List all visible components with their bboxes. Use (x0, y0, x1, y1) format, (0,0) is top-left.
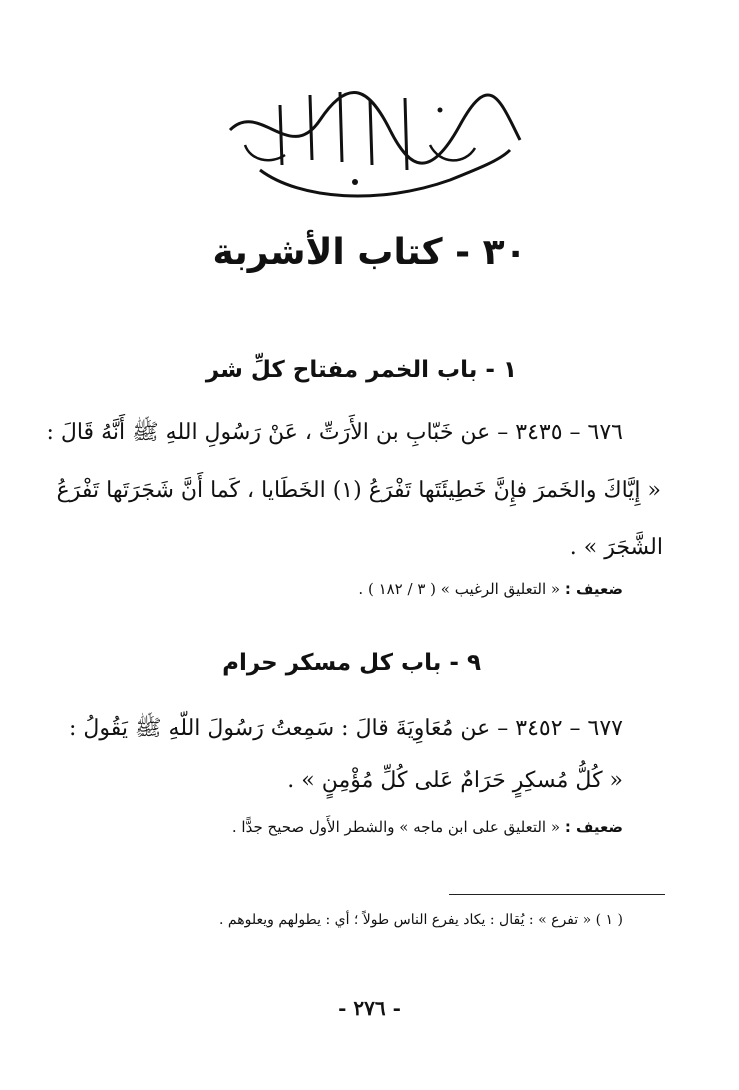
grade-source: « التعليق الرغيب » ( ٣ / ١٨٢ ) . (358, 580, 565, 598)
chapter-heading: ٩ - باب كل مسكر حرام (222, 650, 481, 676)
hadith-line: « إِيَّاكَ والخَمرَ فإِنَّ خَطِيئَتَها تَفْرَعُ (١) الخَطَايا ، كَما أَنَّ شَجَرَتَها تَفْرَعُ (56, 478, 661, 503)
grade-label: ضعيف : (564, 580, 623, 598)
grade-label: ضعيف : (564, 818, 623, 836)
hadith-line: ٦٧٧ – ٣٤٥٢ – عن مُعَاوِيَةَ قالَ : سَمِعتُ رَسُولَ اللّهِ ﷺ يَقُولُ : (68, 716, 623, 741)
hadith-line: الشَّجَرَ » . (569, 535, 663, 560)
footnote: ( ١ ) « تفرع » : يُقال : يكاد يفرع الناس طولاً ؛ أي : يطولهم ويعلوهم . (219, 912, 623, 928)
grade-source: « التعليق على ابن ماجه » والشطر الأَول صحيح جدًّا . (231, 818, 565, 836)
grade-line (232, 818, 623, 836)
book-title: ٣٠ - كتاب الأشربة (212, 232, 527, 273)
footnote-divider (449, 894, 665, 895)
hadith-line: « كُلُّ مُسكِرٍ حَرَامٌ عَلى كُلِّ مُؤْمِنٍ » . (287, 768, 623, 793)
chapter-heading: ١ - باب الخمر مفتاح كلِّ شر (205, 357, 517, 383)
grade-line (358, 580, 623, 598)
page-number: - ٢٧٦ - (338, 996, 401, 1020)
hadith-line: ٦٧٦ – ٣٤٣٥ – عن خَبّابِ بن الأَرَتِّ ، عَنْ رَسُولِ اللهِ ﷺ أَنَّهُ قَالَ : (46, 420, 623, 445)
basmala-calligraphy (200, 70, 540, 210)
